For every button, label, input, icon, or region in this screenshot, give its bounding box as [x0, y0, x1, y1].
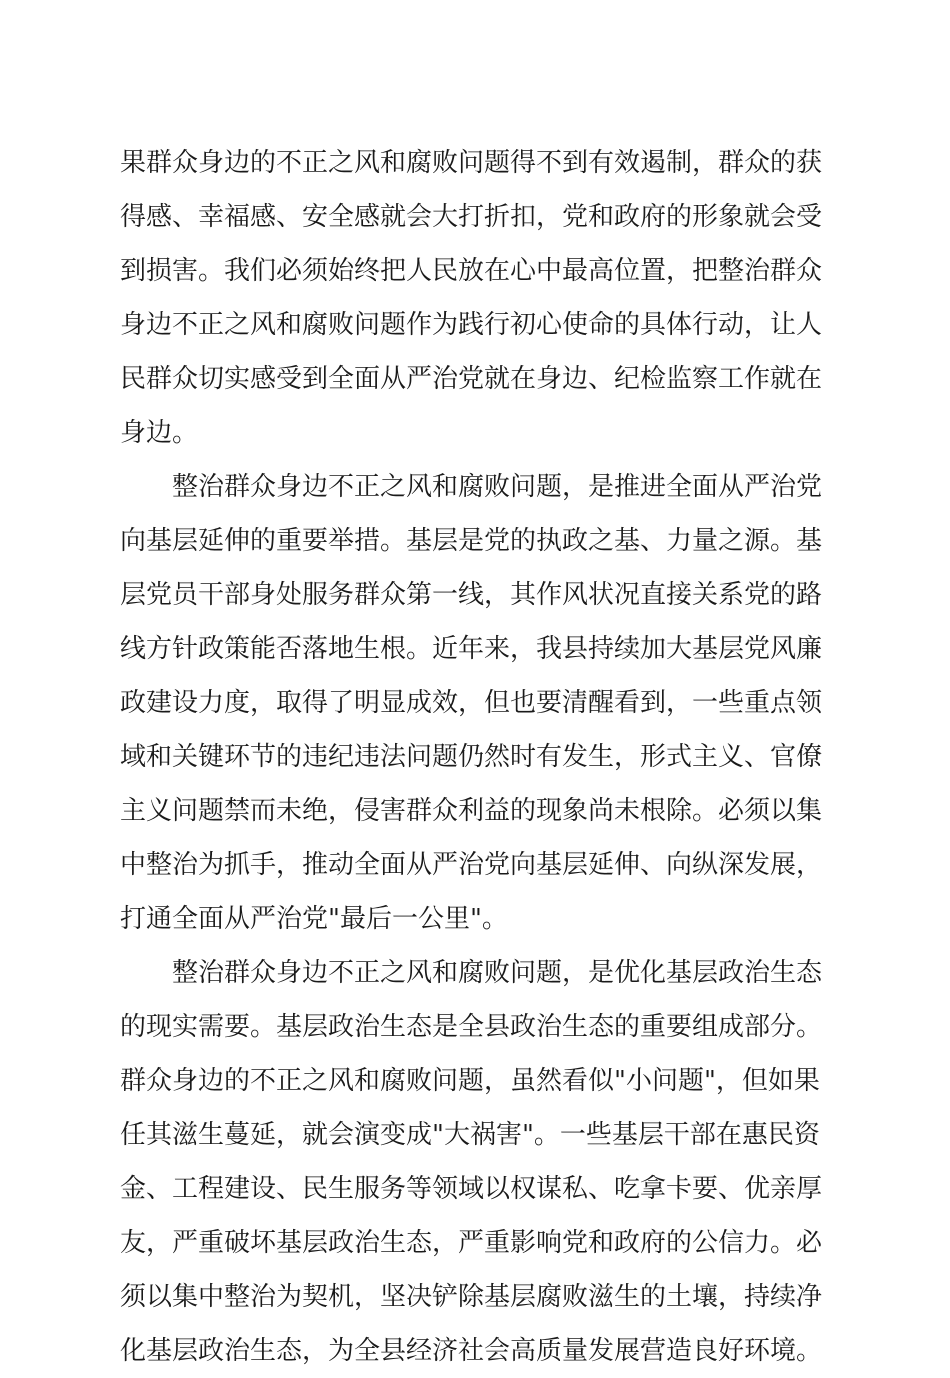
text-line: 须以集中整治为契机，坚决铲除基层腐败滋生的土壤，持续净: [120, 1282, 823, 1312]
text-line: 身边。: [120, 418, 199, 448]
text-line: 向基层延伸的重要举措。基层是党的执政之基、力量之源。基: [120, 526, 823, 556]
text-line: 整治群众身边不正之风和腐败问题，是推进全面从严治党: [172, 472, 823, 502]
text-line: 线方针政策能否落地生根。近年来，我县持续加大基层党风廉: [120, 634, 823, 664]
document-body: [120, 136, 830, 1378]
paragraph-3: [120, 946, 830, 1378]
text-line: 层党员干部身处服务群众第一线，其作风状况直接关系党的路: [120, 580, 823, 610]
text-line: 打通全面从严治党"最后一公里"。: [120, 904, 508, 934]
text-line: 果群众身边的不正之风和腐败问题得不到有效遏制，群众的获: [120, 148, 823, 178]
text-line: 金、工程建设、民生服务等领域以权谋私、吃拿卡要、优亲厚: [120, 1174, 823, 1204]
text-line: 域和关键环节的违纪违法问题仍然时有发生，形式主义、官僚: [120, 742, 823, 772]
text-line: 整治群众身边不正之风和腐败问题，是优化基层政治生态: [172, 958, 823, 988]
text-line: 政建设力度，取得了明显成效，但也要清醒看到，一些重点领: [120, 688, 823, 718]
text-line: 群众身边的不正之风和腐败问题，虽然看似"小问题"，但如果: [120, 1066, 820, 1096]
paragraph-2: [120, 460, 830, 946]
text-line: 民群众切实感受到全面从严治党就在身边、纪检监察工作就在: [120, 364, 823, 394]
text-line: 任其滋生蔓延，就会演变成"大祸害"。一些基层干部在惠民资: [120, 1120, 820, 1150]
text-line: 主义问题禁而未绝，侵害群众利益的现象尚未根除。必须以集: [120, 796, 823, 826]
text-line: 友，严重破坏基层政治生态，严重影响党和政府的公信力。必: [120, 1228, 823, 1258]
text-line: 化基层政治生态，为全县经济社会高质量发展营造良好环境。: [120, 1336, 823, 1366]
text-line: 中整治为抓手，推动全面从严治党向基层延伸、向纵深发展，: [120, 850, 823, 880]
text-line: 到损害。我们必须始终把人民放在心中最高位置，把整治群众: [120, 256, 823, 286]
text-line: 身边不正之风和腐败问题作为践行初心使命的具体行动，让人: [120, 310, 823, 340]
text-line: 得感、幸福感、安全感就会大打折扣，党和政府的形象就会受: [120, 202, 823, 232]
text-line: 的现实需要。基层政治生态是全县政治生态的重要组成部分。: [120, 1012, 823, 1042]
paragraph-1: [120, 136, 830, 460]
